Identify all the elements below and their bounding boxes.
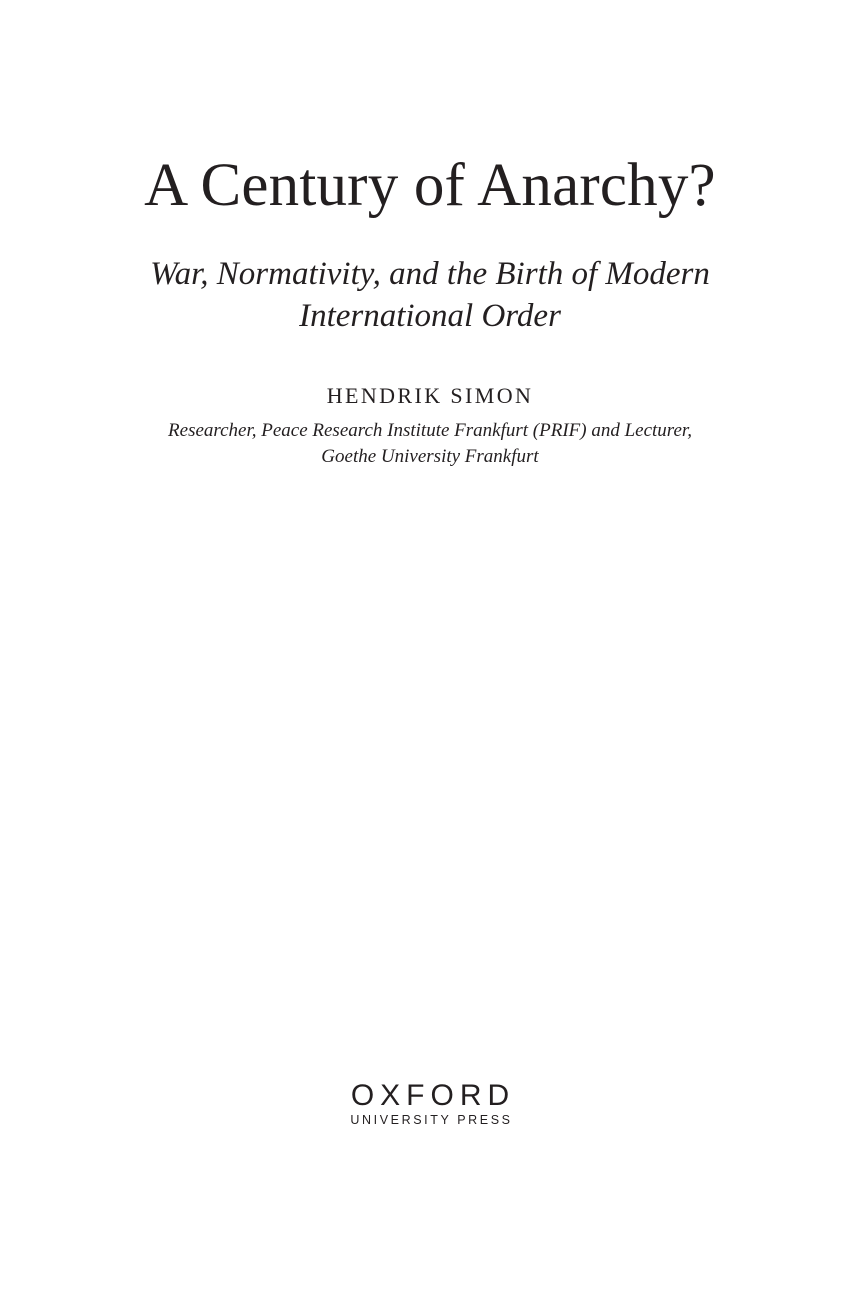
affiliation-line-1: Researcher, Peace Research Institute Frankfurt (PRIF) and Lecturer, bbox=[168, 420, 692, 441]
publisher-logo bbox=[0, 1080, 860, 1128]
affiliation-line-2: Goethe University Frankfurt bbox=[321, 446, 539, 467]
author-affiliation bbox=[0, 418, 860, 470]
book-title: A Century of Anarchy? bbox=[144, 152, 716, 219]
subtitle-line-1: War, Normativity, and the Birth of Modern bbox=[150, 256, 710, 292]
publisher-name: OXFORD bbox=[350, 1079, 516, 1112]
book-subtitle bbox=[0, 253, 860, 337]
publisher-subtitle: UNIVERSITY PRESS bbox=[350, 1113, 513, 1127]
subtitle-line-2: International Order bbox=[299, 298, 561, 334]
author-name: HENDRIK SIMON bbox=[326, 383, 534, 408]
